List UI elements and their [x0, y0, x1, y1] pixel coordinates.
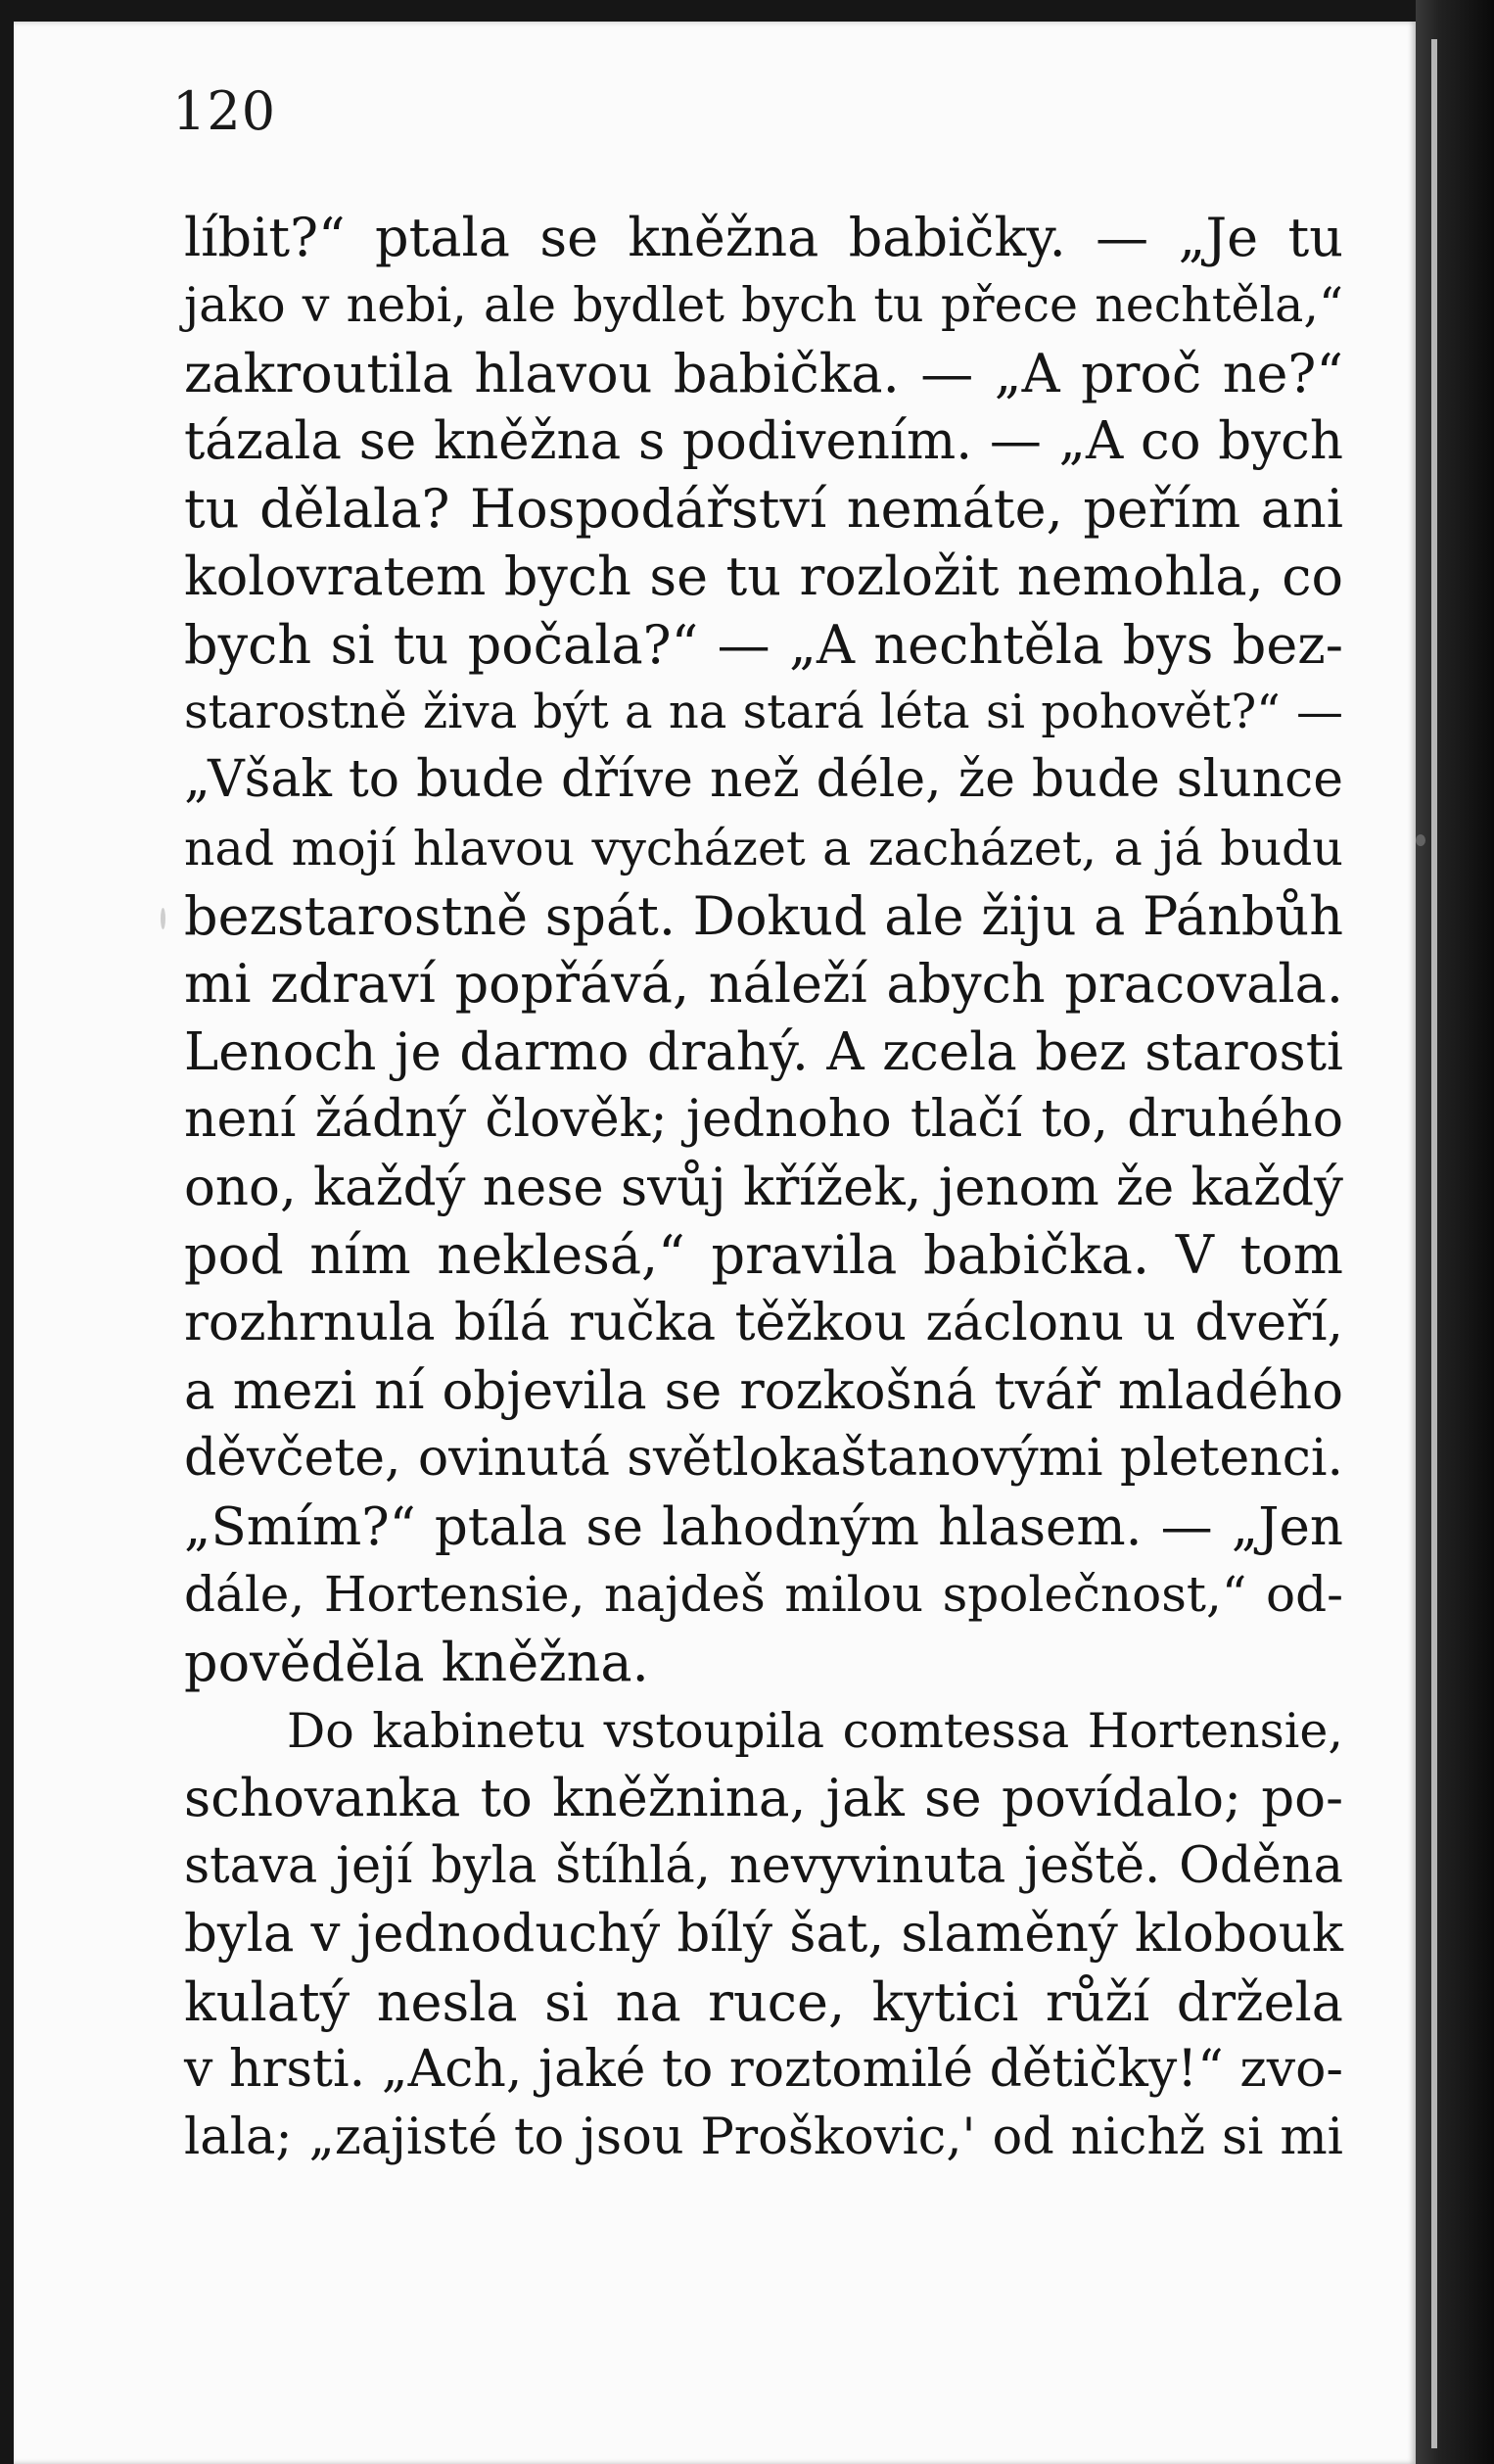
text-line: stava její byla štíhlá, nevyvinuta ještě. Oděna [184, 1837, 1343, 1896]
text-line: pověděla kněžna. [184, 1632, 649, 1694]
text-line: není žádný člověk; jednoho tlačí to, druhého [184, 1089, 1343, 1149]
text-line: tázala se kněžna s podivením. — „A co bych [184, 410, 1343, 471]
body-text [184, 204, 1343, 2172]
paragraph-first-line: Do kabinetu vstoupila comtessa Hortensie, [287, 1702, 1343, 1759]
text-line: mi zdraví popřává, náleží abych pracovala. [184, 953, 1343, 1016]
text-line: zakroutila hlavou babička. — „A proč ne?“ [184, 342, 1343, 404]
text-line: dále, Hortensie, najdeš milou společnost,“ od- [184, 1565, 1343, 1623]
text-line: jako v nebi, ale bydlet bych tu přece nechtěla,“ [184, 277, 1343, 334]
text-line: pod ním neklesá,“ pravila babička. V tom [184, 1224, 1343, 1287]
text-line: a mezi ní objevila se rozkošná tvář mladého [184, 1361, 1343, 1422]
page-edge-shadow [1416, 0, 1494, 2464]
text-line: bych si tu počala?“ — „A nechtěla bys bez- [184, 613, 1343, 676]
text-line: rozhrnula bílá ručka těžkou záclonu u dveří, [184, 1293, 1343, 1352]
next-page-edge [1431, 39, 1437, 2448]
text-line: schovanka to kněžnina, jak se povídalo; po- [184, 1768, 1343, 1828]
page-number: 120 [172, 80, 277, 142]
text-line: lala; „zajisté to jsou Proškovic,' od nichž si mi [184, 2109, 1343, 2167]
text-line: kulatý nesla si na ruce, kytici růží držela [184, 1970, 1343, 2033]
text-line: byla v jednoduchý bílý šat, slaměný klobouk [184, 1904, 1343, 1965]
text-line: starostně živa být a na stará léta si pohovět?“ — [184, 685, 1343, 740]
text-line: Lenoch je darmo drahý. A zcela bez starosti [184, 1021, 1343, 1082]
text-line: děvčete, ovinutá světlokaštanovými pletenci. [184, 1429, 1343, 1489]
text-line: líbit?“ ptala se kněžna babičky. — „Je tu [184, 207, 1343, 268]
text-line: ono, každý nese svůj křížek, jenom že každý [184, 1158, 1343, 1218]
text-line: nad mojí hlavou vycházet a zacházet, a já budu [184, 820, 1343, 877]
ink-speck [1416, 834, 1425, 846]
ink-speck [161, 908, 165, 929]
text-line: v hrsti. „Ach, jaké to roztomilé dětičky!“ zvo- [184, 2040, 1343, 2100]
text-line: „Smím?“ ptala se lahodným hlasem. — „Jen [184, 1496, 1343, 1557]
text-line: bezstarostně spát. Dokud ale žiju a Pánbůh [184, 884, 1343, 947]
text-line: tu dělala? Hospodářství nemáte, peřím ani [184, 478, 1343, 541]
text-line: kolovratem bych se tu rozložit nemohla, co [184, 545, 1343, 608]
text-line: „Však to bude dříve než déle, že bude slunce [184, 750, 1343, 810]
